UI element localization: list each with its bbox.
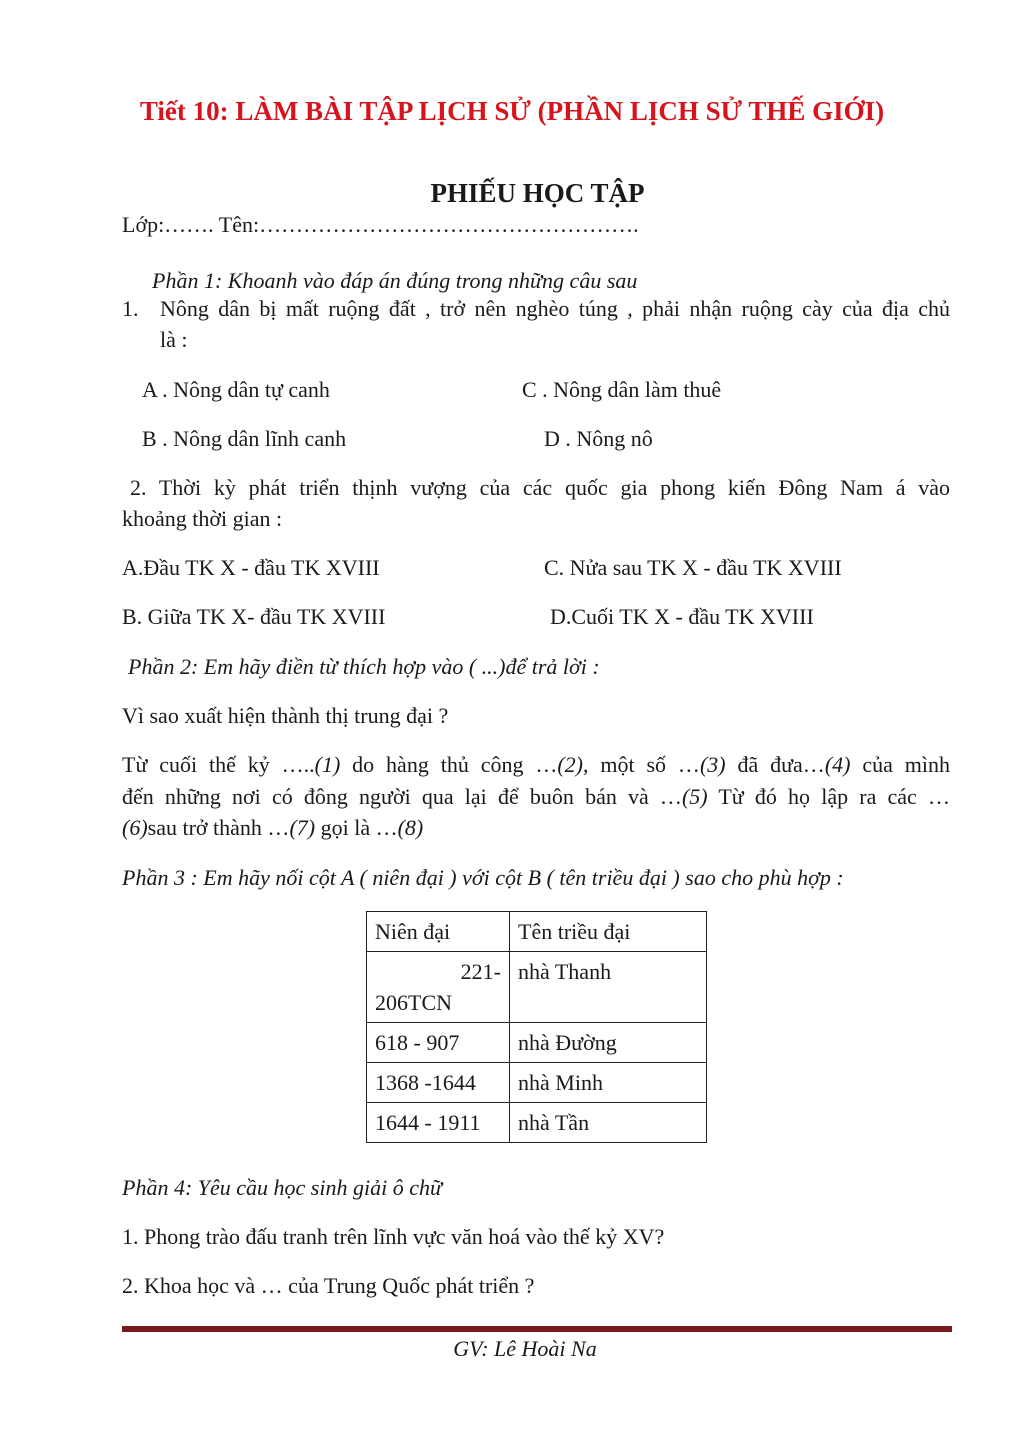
q2-option-a[interactable]: A.Đầu TK X - đầu TK XVIII (122, 555, 380, 580)
table-header-cell: Tên triều đại (510, 912, 707, 952)
part3-heading: Phần 3 : Em hãy nối cột A ( niên đại ) với cột B ( tên triều đại ) sao cho phù hợp : (122, 865, 844, 890)
q2-option-b[interactable]: B. Giữa TK X- đầu TK XVIII (122, 604, 386, 629)
table-cell-dynasty: nhà Tần (510, 1103, 707, 1143)
q1-option-c[interactable]: C . Nông dân làm thuê (522, 377, 722, 402)
matching-table (366, 911, 707, 1143)
table-row (367, 1103, 707, 1143)
part4-heading: Phần 4: Yêu cầu học sinh giải ô chữ (122, 1175, 442, 1200)
part2-heading: Phần 2: Em hãy điền từ thích hợp vào ( ...)để trả lời : (128, 654, 600, 679)
blank-3: (3) (699, 752, 726, 777)
table-cell-dynasty: nhà Thanh (510, 952, 707, 1023)
page-title: Tiết 10: LÀM BÀI TẬP LỊCH SỬ (PHẦN LỊCH SỬ THẾ GIỚI) (139, 96, 885, 126)
part2-fill-line3: (6)sau trở thành …(7) gọi là …(8) (122, 815, 424, 840)
table-cell-date: 618 - 907 (367, 1023, 510, 1063)
part4-question-1: 1. Phong trào đấu tranh trên lĩnh vực văn hoá vào thế kỷ XV? (122, 1224, 665, 1249)
table-row (367, 1063, 707, 1103)
part2-fill-line2: đến những nơi có đông người qua lại để buôn bán và …(5) Từ đó họ lập ra các … (122, 784, 950, 809)
q1-number: 1. (122, 296, 139, 321)
part1-heading: Phần 1: Khoanh vào đáp án đúng trong những câu sau (152, 268, 638, 293)
blank-2: (2) (557, 752, 583, 777)
student-info-line: Lớp:……. Tên:……………………………………………. (122, 212, 639, 237)
table-header-row (367, 912, 707, 952)
blank-6: (6) (122, 815, 148, 840)
blank-1: (1) (314, 752, 341, 777)
table-cell-date: 1644 - 1911 (367, 1103, 510, 1143)
table-header-cell: Niên đại (367, 912, 510, 952)
q2-text-line2: khoảng thời gian : (122, 506, 283, 531)
teacher-credit: GV: Lê Hoài Na (453, 1336, 597, 1361)
q2-text-line1: 2. Thời kỳ phát triển thịnh vượng của các quốc gia phong kiến Đông Nam á vào (130, 475, 950, 500)
footer-divider (122, 1326, 952, 1332)
q2-option-c[interactable]: C. Nửa sau TK X - đầu TK XVIII (544, 555, 842, 580)
blank-5: (5) (681, 784, 708, 809)
table-row (367, 952, 707, 1023)
table-cell-dynasty: nhà Đường (510, 1023, 707, 1063)
table-cell-date: 221- 206TCN (367, 952, 510, 1023)
worksheet-subtitle: PHIẾU HỌC TẬP (430, 178, 645, 208)
q1-text-line1: Nông dân bị mất ruộng đất , trở nên nghèo túng , phải nhận ruộng cày của địa chủ (160, 296, 950, 321)
q1-option-b[interactable]: B . Nông dân lĩnh canh (142, 426, 347, 451)
table-cell-dynasty: nhà Minh (510, 1063, 707, 1103)
part2-fill-line1: Từ cuối thế kỷ …..(1) do hàng thủ công …(2), một số …(3) đã đưa…(4) của mình (122, 752, 950, 777)
q1-option-d[interactable]: D . Nông nô (544, 426, 653, 451)
q1-text-line2: là : (160, 327, 188, 352)
q2-option-d[interactable]: D.Cuối TK X - đầu TK XVIII (550, 604, 814, 629)
blank-8: (8) (397, 815, 424, 840)
blank-7: (7) (289, 815, 316, 840)
q1-option-a[interactable]: A . Nông dân tự canh (142, 377, 330, 402)
part4-question-2: 2. Khoa học và … của Trung Quốc phát triển ? (122, 1273, 535, 1298)
blank-4: (4) (824, 752, 851, 777)
table-row (367, 1023, 707, 1063)
table-cell-date: 1368 -1644 (367, 1063, 510, 1103)
part2-question: Vì sao xuất hiện thành thị trung đại ? (122, 703, 449, 728)
